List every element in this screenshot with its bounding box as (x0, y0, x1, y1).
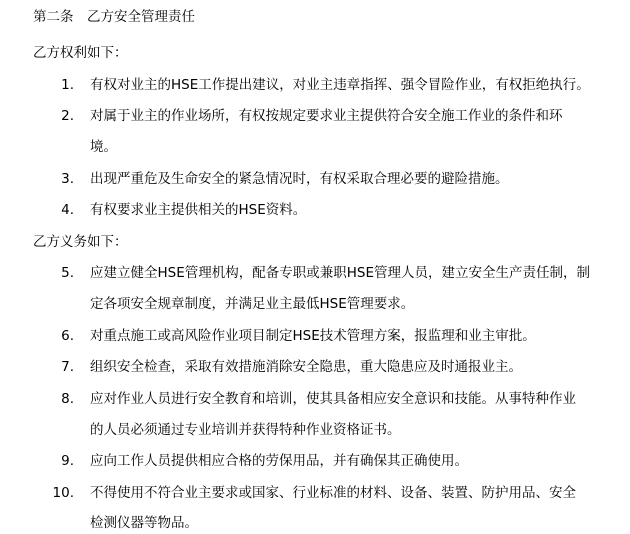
item-text: 对属于业主的作业场所，有权按规定要求业主提供符合安全施工作业的条件和环 (90, 108, 563, 124)
duties-heading: 乙方义务如下： (33, 234, 128, 250)
item-text: 有权对业主的HSE工作提出建议，对业主违章指挥、强令冒险作业，有权拒绝执行。 (90, 77, 590, 93)
item-text-continued: 检测仪器等物品。 (90, 515, 198, 531)
item-number: 8. (61, 391, 74, 407)
item-text-continued: 的人员必须通过专业培训并获得特种作业资格证书。 (90, 422, 401, 438)
item-number: 6. (61, 328, 74, 344)
item-text: 出现严重危及生命安全的紧急情况时，有权采取合理必要的避险措施。 (90, 171, 509, 187)
item-text-continued: 定各项安全规章制度，并满足业主最低HSE管理要求。 (90, 296, 415, 312)
item-text: 应向工作人员提供相应合格的劳保用品，并有确保其正确使用。 (90, 453, 468, 469)
item-text-continued: 境。 (90, 139, 117, 155)
item-number: 1. (61, 77, 74, 93)
item-number: 3. (61, 171, 74, 187)
item-number: 10. (52, 485, 74, 501)
rights-heading: 乙方权利如下： (33, 45, 128, 61)
item-text: 组织安全检查，采取有效措施消除安全隐患，重大隐患应及时通报业主。 (90, 359, 522, 375)
item-text: 应对作业人员进行安全教育和培训，使其具备相应安全意识和技能。从事特种作业 (90, 391, 576, 407)
item-number: 7. (61, 359, 74, 375)
item-number: 4. (61, 202, 74, 218)
item-text: 有权要求业主提供相关的HSE资料。 (90, 202, 307, 218)
item-text: 不得使用不符合业主要求或国家、行业标准的材料、设备、装置、防护用品、安全 (90, 485, 576, 501)
item-number: 9. (61, 453, 74, 469)
item-text: 应建立健全HSE管理机构，配备专职或兼职HSE管理人员，建立安全生产责任制，制 (90, 265, 590, 281)
article-title: 第二条 乙方安全管理责任 (33, 9, 195, 25)
item-number: 5. (61, 265, 74, 281)
item-text: 对重点施工或高风险作业项目制定HSE技术管理方案，报监理和业主审批。 (90, 328, 536, 344)
item-number: 2. (61, 108, 74, 124)
